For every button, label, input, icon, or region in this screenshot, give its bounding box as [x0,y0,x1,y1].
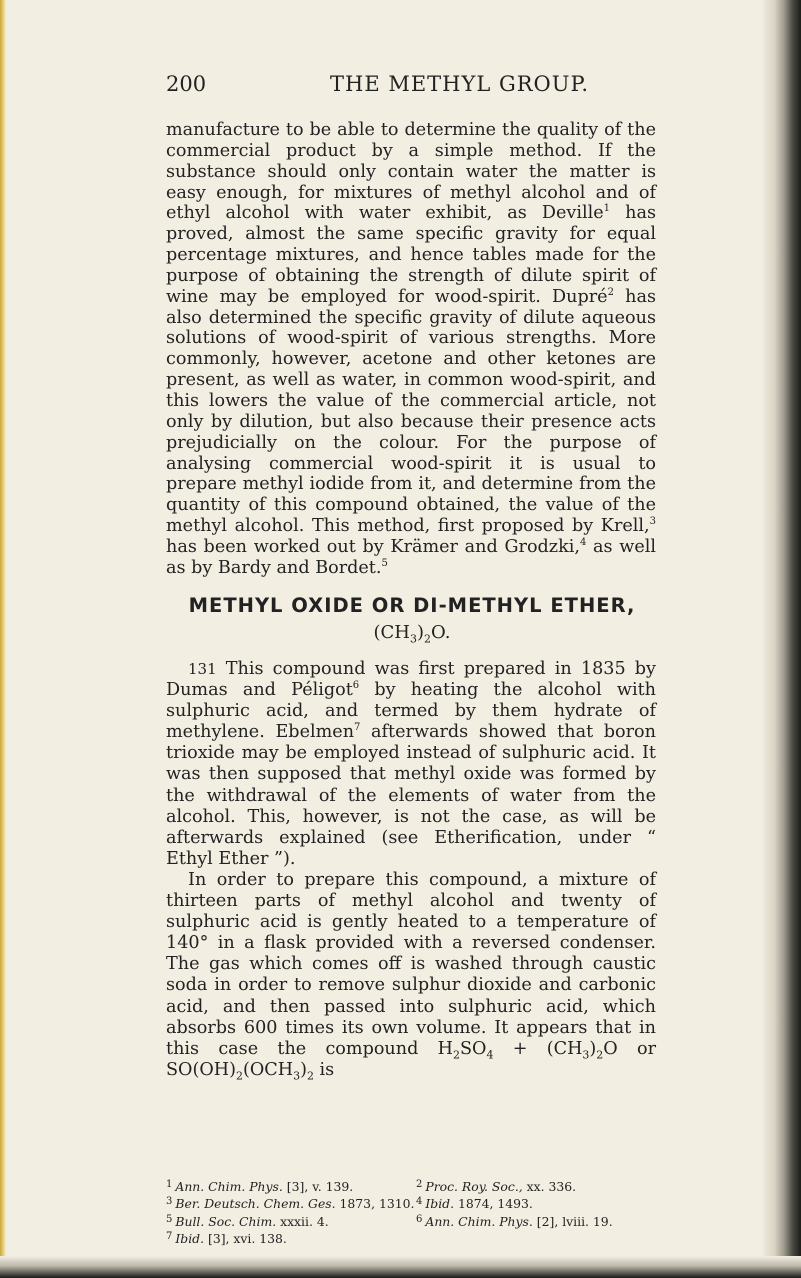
footnote-ref: 7 [354,722,361,734]
footnote-ref: 6 [352,680,360,692]
footnote-row [166,1196,666,1213]
running-head: THE METHYL GROUP. [330,72,590,96]
footnote-5: $^5$ Bull. Soc. Chim. xxxii. 4. [166,1213,329,1229]
section-body [166,659,656,1081]
footnote-1: $^1$ Ann. Chim. Phys. [3], v. 139. [166,1179,354,1194]
book-spine-shadow [763,0,801,1278]
footnote-row [166,1214,666,1231]
page-bottom-edge [0,1256,801,1278]
paragraph-preparation: In order to prepare this compound, a mixture of thirteen parts of methyl alcohol and twenty of sulphuric acid is gently heated to a temperature of 140° in a flask provided with a reversed condenser. The gas which comes off is washed through caustic soda in order to remove sulphur dioxide and carbonic acid, and then passed into sulphuric acid, which absorbs 600 times its own volume. It appears that in this case the compound $H_2SO_4 + (CH_3)_2O$ or $SO(OH)_2(OCH_3)_2$ is [166,869,656,1083]
footnote-4: $^4$ Ibid. 1874, 1493. [416,1196,533,1212]
footnote-2: $^2$ Proc. Roy. Soc., xx. 336. [416,1179,577,1194]
footnote-6: $^6$ Ann. Chim. Phys. [2], lviii. 19. [416,1213,613,1229]
footnote-row [166,1231,666,1248]
body-paragraph [166,120,656,579]
footnote-ref: 4 [579,537,587,549]
footnote-ref: 2 [607,286,614,298]
footnote-3: $^3$ Ber. Deutsch. Chem. Ges. 1873, 1310. [166,1196,415,1212]
paragraph-number: 131 [188,660,217,678]
page-left-edge [0,0,6,1278]
paragraph-text: manufacture to be able to determine the quality of the commercial product by a simple method. If the substance should only contain water the matter is easy enough, for mixtures of methyl alcohol and of ethyl alcohol with water exhibit, as Deville$^1$ has proved, almost the same specific gravity for equal percentage mixtures, and hence tables made for the purpose of obtaining the strength of dilute spirit of wine may be employed for wood-spirit. Dupré$^2$ has also determined the specific gravity of dilute aqueous solutions of wood-spirit of various strengths. More commonly, however, acetone and other ketones are present, as well as water, in common wood-spirit, and this lowers the value of the commercial article, not only by dilution, but also because their presence acts prejudicially on the colour. For the purpose of analysing commercial wood-spirit it is usual to prepare methyl iodide from it, and determine from the quantity of this compound obtained, the value of the methyl alcohol. This method, first proposed by Krell,$^3$ has been worked out by Krämer and Grodzki,$^4$ as well as by Bardy and Bordet.$^5$ [166,120,656,578]
footnote-ref: 5 [381,557,388,569]
footnote-ref: 3 [649,516,656,528]
footnotes [166,1179,666,1249]
paragraph-131: 131 This compound was first prepared in 1835 by Dumas and Péligot$^6$ by heating the alcohol with sulphuric acid, and termed by them hydrate of methylene. Ebelmen$^7$ afterwards showed that boron trioxide may be employed instead of sulphuric acid. It was then supposed that methyl oxide was formed by the withdrawal of the elements of water from the alcohol. This, however, is not the case, as will be afterwards explained (see Etherification, under “ Ethyl Ether ”). [166,659,656,869]
page-number: 200 [166,72,207,96]
page-header [0,72,801,102]
section-heading: METHYL OXIDE OR DI-METHYL ETHER, [188,594,636,617]
footnote-7: $^7$ Ibid. [3], xvi. 138. [166,1231,287,1247]
chemical-formula: $(CH_3)_2O$. [373,622,451,646]
footnote-ref: 1 [603,203,611,215]
footnote-row [166,1179,666,1196]
